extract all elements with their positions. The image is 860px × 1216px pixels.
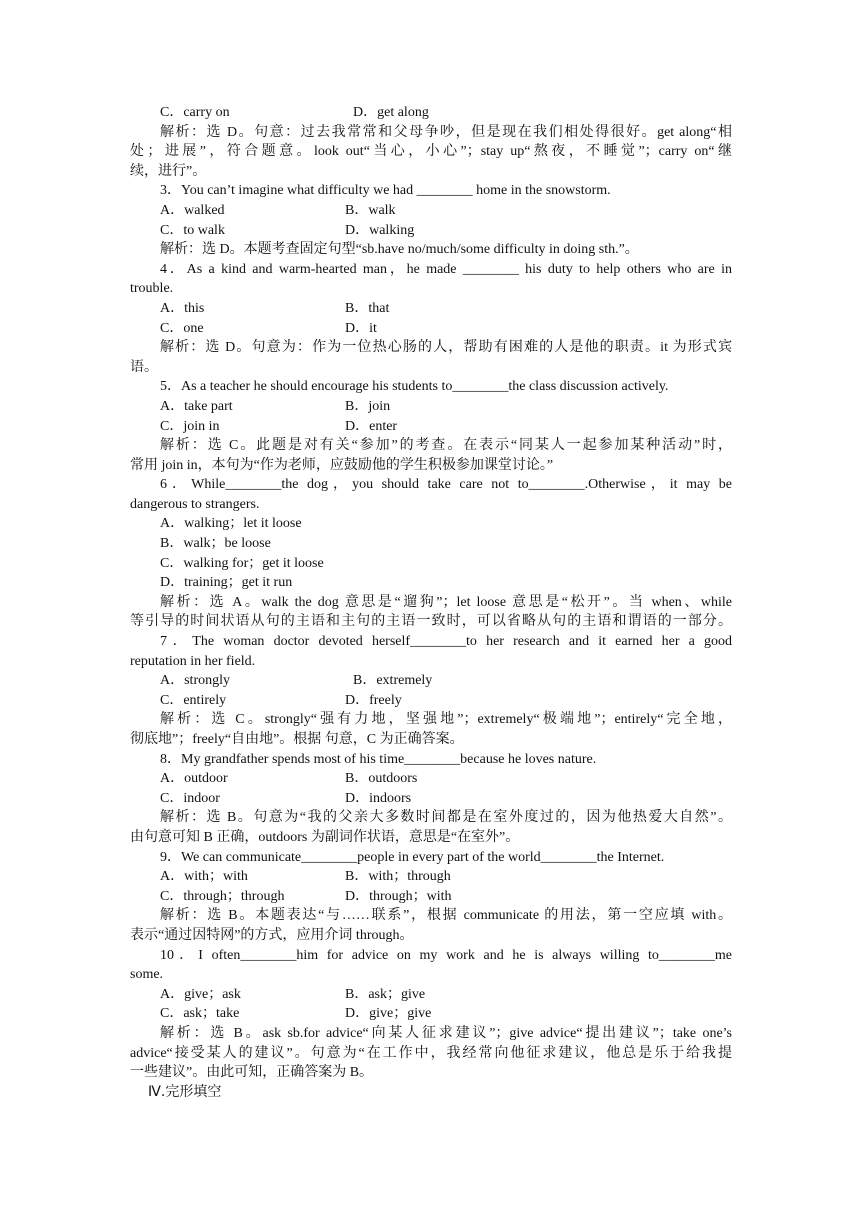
question-10-cont: some. [130, 967, 164, 983]
answer-text: 等引导的时间状语从句的主语和主句的主语一致时，可以省略从句的主语和谓语的一部分。 [130, 614, 732, 630]
option-row [130, 319, 732, 339]
answer-text: 语。 [130, 359, 158, 375]
option-b: B．outdoors [345, 771, 418, 787]
answer-text: 解析：选 B。本题表达“与……联系”，根据 communicate 的用法，第一空应填 with。 [160, 908, 732, 924]
question-9: 9．We can communicate________people in every part of the world________the Internet. [160, 849, 665, 865]
question-8: 8．My grandfather spends most of his time________because he loves nature. [160, 751, 597, 767]
option-c: C．one [160, 320, 204, 336]
document-page [130, 103, 732, 1102]
answer-text: advice“接受某人的建议”。句意为“在工作中，我经常向他征求建议，他总是乐于给我提 [130, 1045, 732, 1061]
answer-text: 解析：选 B。句意为“我的父亲大多数时间都是在室外度过的，因为他热爱大自然”。 [160, 810, 732, 826]
option-c: C．through；through [160, 888, 285, 904]
answer-text: 解析：选 D。本题考查固定句型“sb.have no/much/some difficulty in doing sth.”。 [160, 242, 639, 258]
option-a: A．strongly [160, 673, 230, 689]
answer-text: 解析：选 C。strongly“强有力地，坚强地”；extremely“极端地”；entirely“完全地， [160, 712, 732, 728]
option-row [130, 985, 732, 1005]
option-row [130, 103, 732, 123]
option-d: D．indoors [345, 790, 412, 806]
answer-text: 彻底地”；freely“自由地”。根据 句意，C 为正确答案。 [130, 732, 464, 747]
option-d: D．training；get it run [160, 575, 293, 591]
option-row [130, 417, 732, 437]
option-row [130, 221, 732, 241]
option-row [130, 1004, 732, 1024]
option-d: D．through；with [345, 888, 452, 904]
option-a: A．take part [160, 398, 233, 414]
section-heading: Ⅳ.完形填空 [148, 1083, 222, 1100]
option-a: A．walked [160, 202, 225, 218]
question-7-cont: reputation in her field. [130, 653, 256, 669]
question-7: 7．The woman doctor devoted herself________to her research and it earned her a good [160, 634, 732, 650]
answer-text: 解析：选 D。句意为：作为一位热心肠的人，帮助有困难的人是他的职责。it 为形式宾 [160, 340, 732, 356]
option-c: C．walking for；get it loose [160, 555, 324, 571]
option-row [130, 299, 732, 319]
answer-text: 解析：选 D。句意：过去我常常和父母争吵，但是现在我们相处得很好。get along“相 [160, 124, 732, 140]
option-b: B．walk；be loose [160, 536, 271, 552]
option-c: C．carry on [160, 105, 230, 120]
question-4: 4．As a kind and warm-hearted man，he made ________ his duty to help others who are in [160, 261, 732, 277]
option-a: A．with；with [160, 869, 248, 885]
option-c: C．entirely [160, 692, 227, 708]
option-d: D．freely [345, 692, 402, 708]
option-b: B．with；through [345, 869, 451, 885]
answer-text: 解析：选 C。此题是对有关“参加”的考查。在表示“同某人一起参加某种活动”时， [160, 438, 732, 454]
question-4-cont: trouble. [130, 281, 174, 297]
option-b: B．ask；give [345, 986, 426, 1002]
option-d: D．enter [345, 418, 398, 434]
question-6: 6．While________the dog，you should take care not to________.Otherwise，it may be [160, 477, 732, 493]
answer-text: 处；进展”，符合题意。look out“当心，小心”；stay up“熬夜，不睡觉”；carry on“继 [130, 144, 732, 160]
option-c: C．to walk [160, 222, 225, 238]
answer-text: 常用 join in，本句为“作为老师，应鼓励他的学生积极参加课堂讨论。” [130, 457, 554, 473]
question-10: 10．I often________him for advice on my work and he is always willing to________me [160, 947, 732, 963]
option-row [130, 397, 732, 417]
option-row [130, 201, 732, 221]
option-c: C．join in [160, 418, 220, 434]
question-6-cont: dangerous to strangers. [130, 496, 260, 512]
option-b: B．extremely [353, 673, 433, 689]
option-row [130, 671, 732, 691]
answer-text: 解析：选 A。walk the dog 意思是“遛狗”；let loose 意思是“松开”。当 when、while [160, 594, 732, 610]
answer-text: 续，进行”。 [130, 163, 207, 179]
option-row [130, 691, 732, 711]
option-d: D．give；give [345, 1006, 432, 1022]
option-a: A．this [160, 300, 205, 316]
option-b: B．that [345, 300, 390, 316]
option-a: A．give；ask [160, 986, 241, 1002]
option-row [130, 867, 732, 887]
answer-text: 表示“通过因特网”的方式，应用介词 through。 [130, 927, 414, 943]
option-a: A．outdoor [160, 771, 228, 787]
option-d: D．it [345, 320, 377, 336]
option-c: C．ask；take [160, 1006, 240, 1022]
answer-text: 解析：选 B。ask sb.for advice“向某人征求建议”；give advice“提出建议”；take one’s [160, 1025, 732, 1041]
option-c: C．indoor [160, 790, 220, 806]
answer-text: 由句意可知 B 正确，outdoors 为副词作状语，意思是“在室外”。 [130, 829, 520, 845]
option-row [130, 887, 732, 907]
option-d: D．walking [345, 222, 415, 238]
question-5: 5．As a teacher he should encourage his students to________the class discussion actively. [160, 379, 669, 395]
option-b: B．walk [345, 202, 396, 218]
option-b: B．join [345, 398, 391, 414]
option-row [130, 789, 732, 809]
answer-text: 一些建议”。由此可知，正确答案为 B。 [130, 1065, 374, 1081]
question-3: 3．You can’t imagine what difficulty we had ________ home in the snowstorm. [160, 183, 611, 199]
option-a: A．walking；let it loose [160, 516, 302, 532]
option-d: D．get along [353, 105, 429, 120]
option-row [130, 769, 732, 789]
